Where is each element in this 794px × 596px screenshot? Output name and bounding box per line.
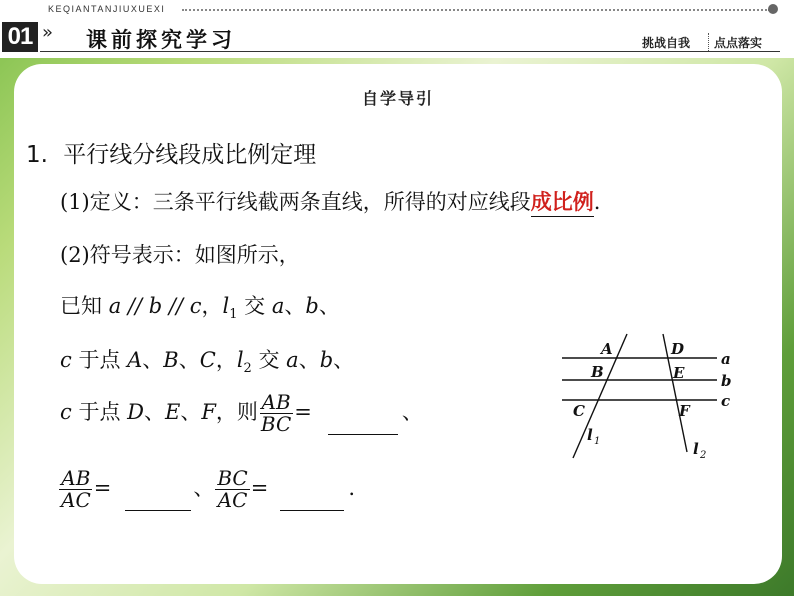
var-c: c (60, 400, 72, 424)
text: 、 (401, 400, 423, 424)
practice-link[interactable]: 点点落实 (714, 36, 763, 50)
label-c: c (721, 392, 731, 410)
text: 、 (318, 294, 340, 318)
answer-blank-3[interactable] (280, 488, 344, 511)
fraction-bc-ac (215, 468, 249, 511)
text: 、 (284, 294, 306, 318)
point-A: A (127, 348, 143, 372)
text: 于点 (71, 348, 128, 372)
fraction-numerator: AB (61, 466, 91, 490)
label-F: F (679, 402, 690, 420)
answer-blank-1[interactable] (328, 412, 398, 435)
content-board (14, 64, 782, 584)
point-F: F (201, 400, 216, 424)
header-rule (40, 51, 780, 52)
ratio-line (60, 392, 423, 435)
text: 、 (193, 476, 215, 500)
parallel-sign: // (121, 294, 149, 318)
text: ， (215, 348, 237, 372)
text: 、 (333, 348, 355, 372)
label-l1: l (587, 426, 593, 444)
label-b: b (721, 372, 732, 390)
label-B: B (591, 363, 604, 381)
definition-period: . (593, 190, 601, 214)
subscript: 1 (229, 307, 238, 323)
item-number: 1. (26, 142, 48, 168)
text: ， (201, 294, 223, 318)
var-b: b (319, 348, 334, 372)
equals-sign: = (250, 476, 269, 500)
var-c: c (60, 348, 72, 372)
text: 已知 (60, 294, 109, 318)
point-E: E (164, 400, 181, 424)
parallel-sign: // (162, 294, 190, 318)
label-a: a (721, 350, 731, 368)
text: 、 (180, 400, 202, 424)
label-l2-sub: 2 (700, 450, 707, 461)
parallel-lines-figure (545, 330, 745, 465)
text: . (348, 476, 356, 500)
section-number-badge: 01 (2, 22, 38, 52)
fraction-denominator: AC (217, 488, 248, 512)
label-D: D (671, 340, 685, 358)
text: ，则 (215, 400, 258, 424)
var-a: a (108, 294, 122, 318)
var-b: b (148, 294, 163, 318)
text: 、 (178, 348, 200, 372)
var-b: b (305, 294, 319, 318)
var-l: l (222, 294, 230, 318)
label-C: C (573, 402, 585, 420)
fraction-denominator: BC (260, 412, 292, 436)
definition-answer-blank (531, 186, 594, 217)
symbol-line: (2)符号表示：如图所示， (60, 243, 300, 267)
chevron-icon: » (42, 22, 54, 43)
equals-sign: = (93, 476, 112, 500)
section-title: 课前探究学习 (86, 28, 236, 52)
point-B: B (163, 348, 179, 372)
label-E: E (673, 364, 685, 382)
equals-sign: = (294, 400, 312, 424)
fraction-numerator: BC (217, 466, 248, 490)
definition-text: (1)定义：三条平行线截两条直线，所得的对应线段 (60, 190, 531, 214)
fraction-numerator: AB (261, 390, 291, 414)
points-line (60, 344, 354, 376)
fraction-denominator: AC (61, 488, 91, 512)
challenge-link[interactable]: 挑战自我 (642, 36, 691, 50)
label-l1-sub: 1 (594, 436, 601, 447)
point-C: C (199, 348, 216, 372)
text: 、 (142, 348, 164, 372)
definition-line (60, 186, 600, 217)
var-c: c (189, 294, 202, 318)
var-a: a (271, 294, 285, 318)
label-l2: l (693, 440, 699, 458)
answer-blank-2[interactable] (125, 488, 191, 511)
item-title: 平行线分线段成比例定理 (63, 142, 317, 168)
link-separator (708, 33, 709, 51)
page-subtitle: 自学导引 (361, 89, 434, 108)
point-D: D (127, 400, 144, 424)
definition-answer: 成比例 (530, 190, 594, 214)
item-heading (26, 136, 316, 169)
last-line (58, 468, 355, 511)
var-a: a (286, 348, 299, 372)
fraction-ab-ac (59, 468, 93, 511)
section-pinyin: KEQIANTANJIUXUEXI (48, 4, 166, 14)
header-bar (0, 0, 794, 58)
header-dot (768, 4, 778, 14)
label-A: A (601, 340, 613, 358)
given-line (60, 290, 340, 322)
text: 交 (251, 348, 287, 372)
text: 、 (298, 348, 320, 372)
text: 、 (143, 400, 165, 424)
fraction-ab-bc (259, 392, 293, 435)
text: 于点 (71, 400, 128, 424)
var-l: l (236, 348, 244, 372)
text: 交 (237, 294, 272, 318)
header-dotted-line (182, 9, 770, 11)
subscript: 2 (243, 361, 252, 377)
